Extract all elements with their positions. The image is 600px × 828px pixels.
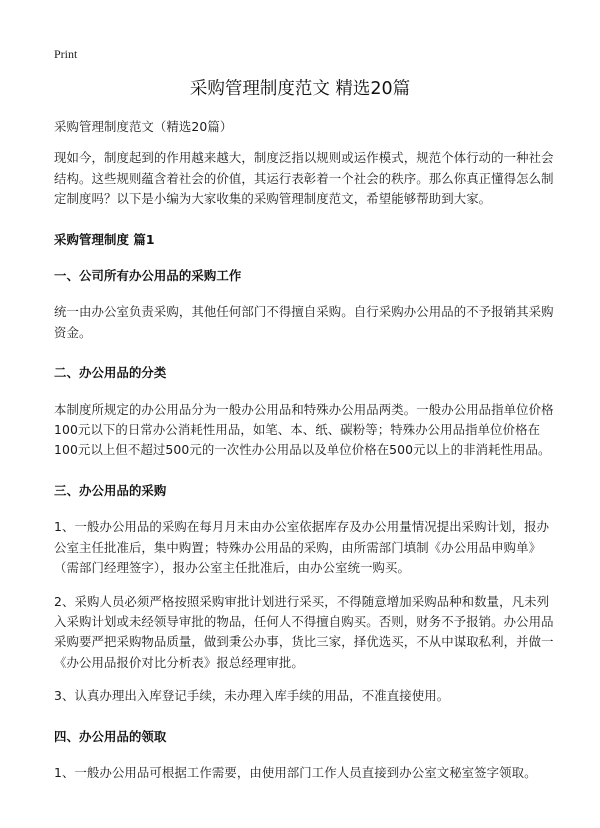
section-2-paragraph-1: 本制度所规定的办公用品分为一般办公用品和特殊办公用品两类。一般办公用品指单位价格100元以下的日常办公消耗性用品，如笔、本、纸、碳粉等；特殊办公用品指单位价格在100元以上但不超过500元的一次性办公用品以及单位价格在500元以上的非消耗性用品。	[54, 401, 554, 458]
section-1-paragraph-1: 统一由办公室负责采购，其他任何部门不得擅自采购。自行采购办公用品的不予报销其采购资金。	[54, 304, 554, 340]
intro-paragraph: 现如今，制度起到的作用越来越大，制度泛指以规则或运作模式，规范个体行动的一种社会结构。这些规则蕴含着社会的价值，其运行表彰着一个社会的秩序。那么你真正懂得怎么制定制度吗？以下是小编为大家收集的采购管理制度范文，希望能够帮助到大家。	[54, 150, 554, 207]
article-heading: 采购管理制度 篇1	[54, 231, 155, 247]
section-heading-3: 三、办公用品的采购	[54, 482, 167, 498]
section-heading-4: 四、办公用品的领取	[54, 728, 167, 744]
section-heading-1: 一、公司所有办公用品的采购工作	[54, 268, 242, 284]
page-title: 采购管理制度范文 精选20篇	[189, 79, 411, 99]
section-3-paragraph-3: 3、认真办理出入库登记手续，未办理入库手续的用品，不准直接使用。	[54, 688, 450, 704]
section-heading-2: 二、办公用品的分类	[54, 365, 167, 381]
document-subtitle: 采购管理制度范文（精选20篇）	[54, 119, 233, 134]
section-3-paragraph-2: 2、采购人员必须严格按照采购审批计划进行采买，不得随意增加采购品种和数量，凡未列入采购计划或未经领导审批的物品，任何人不得擅自购买。否则，财务不予报销。办公用品采购要严把采购物品质量，做到秉公办事，货比三家，择优选买，不从中谋取私利，并做一《办公用品报价对比分析表》报总经理审批。	[54, 593, 554, 670]
print-link[interactable]: Print	[54, 47, 78, 61]
section-3-paragraph-1: 1、一般办公用品的采购在每月月末由办公室依据库存及办公用量情况提出采购计划，报办公室主任批准后，集中购置；特殊办公用品的采购，由所需部门填制《办公用品申购单》（需部门经理签字），报办公室主任批准后，由办公室统一购买。	[54, 519, 550, 576]
section-4-paragraph-1: 1、一般办公用品可根据工作需要，由使用部门工作人员直接到办公室文秘室签字领取。	[54, 764, 537, 780]
document-body	[54, 117, 554, 783]
